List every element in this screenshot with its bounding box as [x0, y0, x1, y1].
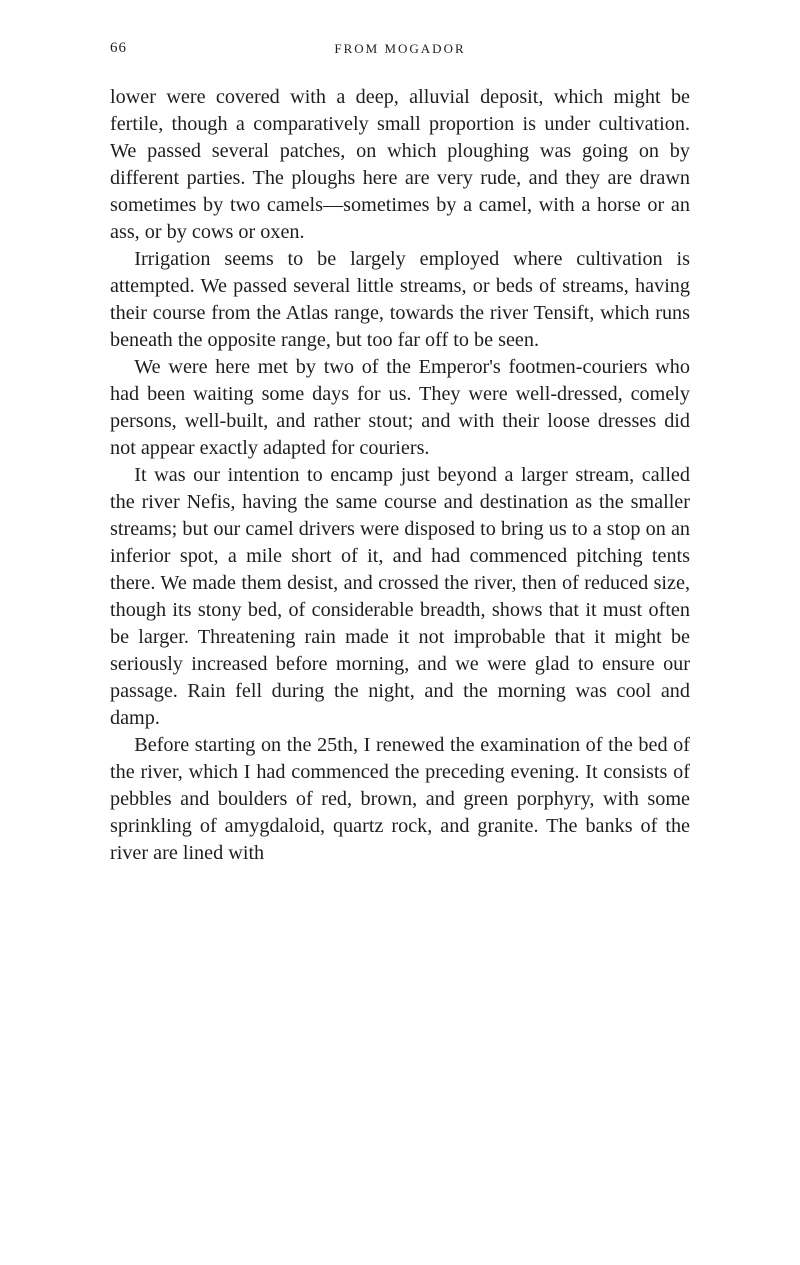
paragraph-4: It was our intention to encamp just beyond a larger stream, called the river Nefis, having the same course and destination as the smaller streams; but our camel drivers were disposed to bring us to a stop on an inferior spot, a mile short of it, and had commenced pitching tents there. We made them desist, and crossed the river, then of reduced size, though its stony bed, of considerable breadth, shows that it must often be larger. Threatening rain made it not improbable that it might be seriously increased before morning, and we were glad to ensure our passage. Rain fell during the night, and the morning was cool and damp. [110, 464, 690, 729]
body-text [110, 84, 690, 867]
paragraph-2: Irrigation seems to be largely employed where cultivation is attempted. We passed several little streams, or beds of streams, having their course from the Atlas range, towards the river Tensift, which runs beneath the opposite range, but too far off to be seen. [110, 248, 690, 351]
page-number: 66 [110, 40, 127, 56]
paragraph-1: lower were covered with a deep, alluvial deposit, which might be fertile, though a comparatively small proportion is under cultivation. We passed several patches, on which ploughing was going on by different parties. The ploughs here are very rude, and they are drawn sometimes by two camels—sometimes by a camel, with a horse or an ass, or by cows or oxen. [110, 86, 690, 243]
paragraph-3: We were here met by two of the Emperor's footmen-couriers who had been waiting some days for us. They were well-dressed, comely persons, well-built, and rather stout; and with their loose dresses did not appear exactly adapted for couriers. [110, 356, 690, 459]
running-head [110, 40, 690, 64]
running-title: FROM MOGADOR [334, 41, 466, 56]
paragraph-5: Before starting on the 25th, I renewed the examination of the bed of the river, which I had commenced the preceding evening. It consists of pebbles and boulders of red, brown, and green porphyry, with some sprinkling of amygdaloid, quartz rock, and granite. The banks of the river are lined with [110, 734, 690, 864]
